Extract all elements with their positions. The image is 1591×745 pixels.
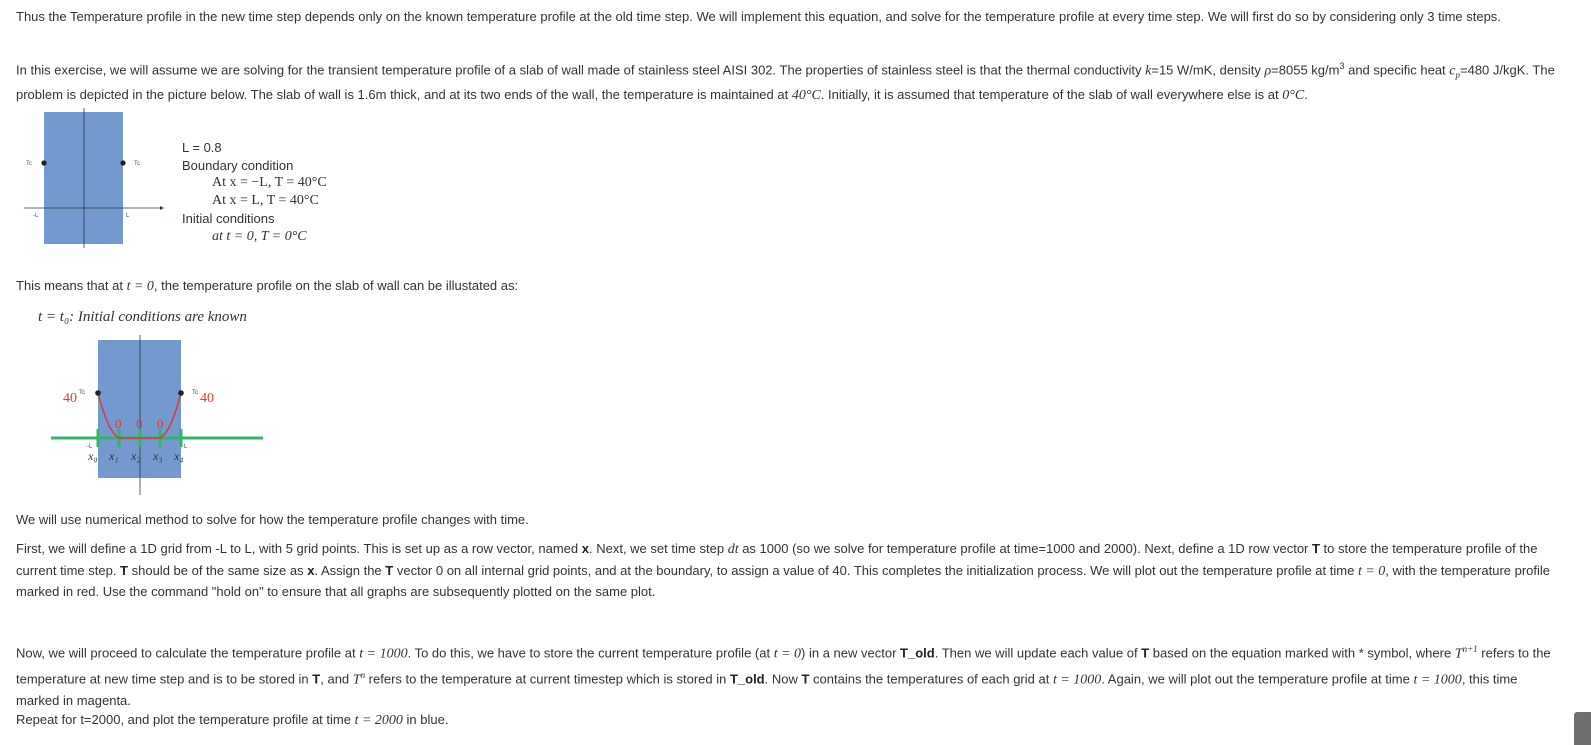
code-T-old: T_old [729, 671, 765, 687]
text-run: , with the temperature profile marked in red. Use the command "hold on" to ensure that all graphs are subsequently plotted on the same plot. [16, 562, 1551, 599]
paragraph-time-stepping [16, 639, 1564, 711]
text-run: refers to the temperature at current timestep which is stored in [365, 671, 730, 687]
tc-left-label: Tc [79, 390, 85, 396]
text-run: ) in a new vector [801, 645, 901, 661]
boundary-heading: Boundary condition [182, 157, 294, 173]
grid-label-x3: x₃ [153, 449, 163, 463]
code-T: T [1311, 541, 1320, 556]
math-t0: t = 0 [126, 279, 154, 294]
math-T: T [352, 672, 361, 688]
right-boundary-point [120, 160, 125, 165]
zero-label-1: 0 [115, 416, 122, 431]
pos-l-label: L [126, 213, 130, 219]
math-t2000: t = 2000 [354, 713, 403, 728]
text-run: . Now [764, 671, 802, 687]
text-run: , and [320, 671, 353, 687]
pos-l-label: L [184, 444, 188, 450]
tc-right-label: Tc [134, 161, 140, 167]
text-run: We will use numerical method to solve for how the temperature profile changes with time. [16, 512, 529, 527]
left-boundary-point [41, 160, 46, 165]
paragraph-repeat [16, 710, 1564, 732]
length-value: L = 0.8 [182, 140, 222, 155]
text-run: This means that at [16, 278, 127, 293]
grid-label-x1: x₁ [109, 449, 119, 463]
tc-left-label: Tc [26, 161, 32, 167]
math-k: k [1145, 63, 1152, 79]
text-run: contains the temperatures of each grid at [809, 671, 1053, 687]
paragraph-exercise [16, 56, 1564, 107]
math-dt: dt [727, 542, 739, 557]
text-run: , this time marked in magenta. [16, 671, 1518, 708]
paragraph-numerical-method [16, 510, 1564, 531]
code-T: T [312, 671, 321, 687]
text-run: , the temperature profile on the slab of wall can be illustated as: [153, 278, 519, 293]
math-superscript: n+1 [1462, 644, 1478, 654]
zero-label-2: 0 [136, 416, 143, 431]
grid-label-x0: x₀ [88, 449, 98, 463]
neg-l-label: -L [33, 213, 39, 219]
math-T: T [1454, 646, 1463, 662]
math-0c: 0°C [1282, 88, 1305, 104]
code-T: T [1141, 645, 1150, 661]
axis-arrow [160, 206, 164, 210]
zero-label-3: 0 [157, 416, 164, 431]
text-run: =8055 kg/m [1271, 62, 1340, 78]
text-run: should be of the same size as [128, 562, 308, 578]
figure-caption: t = t₀: Initial conditions are known [38, 309, 247, 325]
text-run: vector 0 on all internal grid points, and at the boundary, to assign a value of 40. This completes the initialization process. We will plot out the temperature profile at time [393, 562, 1358, 578]
right-boundary-point [178, 390, 184, 396]
math-rho: ρ [1264, 63, 1272, 79]
initial-condition: at t = 0, T = 0°C [212, 228, 307, 244]
neg-l-label: -L [87, 444, 93, 450]
code-x: x [581, 541, 589, 556]
text-run: to store the temperature profile of the current time step. [16, 541, 1538, 578]
left-boundary-point [95, 390, 101, 396]
text-run: and specific heat [1344, 62, 1450, 78]
math-superscript: n [360, 669, 366, 680]
math-40c: 40°C [791, 88, 821, 104]
paragraph-intro [16, 7, 1564, 28]
text-run: . Assign the [314, 562, 386, 578]
slab-diagram [20, 108, 170, 250]
code-T: T [120, 562, 128, 578]
math-cp: c [1449, 63, 1456, 79]
paragraph-intro-text: Thus the Temperature profile in the new time step depends only on the known temperature profile at the old time step. We will implement this equation, and solve for the temperature profile at every time step. We will first do so by considering only 3 time steps. [16, 9, 1501, 24]
grid-label-x4: x₄ [174, 449, 184, 463]
math-cp-subscript: p [1455, 69, 1460, 80]
text-run: . Next, we set time step [588, 541, 728, 556]
initial-profile-diagram [48, 335, 268, 497]
text-run: . To do this, we have to store the current temperature profile (at [407, 645, 774, 661]
text-run: =480 J/kgK. The problem is depicted in the picture below. The slab of wall is 1.6m thick, and at its two ends of the wall, the temperature is maintained at [16, 62, 1555, 103]
math-exponent: 3 [1339, 61, 1345, 71]
text-run: . Then we will update each value of [934, 645, 1142, 661]
math-t0: t = 0 [1357, 563, 1386, 579]
slab-rect [44, 112, 123, 244]
text-run: =15 W/mK, density [1151, 62, 1265, 78]
code-T-old: T_old [900, 645, 935, 661]
right-value-label: 40 [200, 391, 214, 406]
text-run: . [1304, 87, 1308, 103]
conditions-block [182, 139, 327, 245]
initial-heading: Initial conditions [182, 210, 275, 226]
math-t1000: t = 1000 [1413, 672, 1462, 688]
text-run: In this exercise, we will assume we are solving for the transient temperature profile of a slab of wall made of stainless steel AISI 302. The properties of stainless steel is that the thermal conductivity [16, 62, 1146, 78]
math-t1000: t = 1000 [359, 646, 408, 662]
grid-label-x2: x₂ [131, 449, 141, 463]
text-run: . Again, we will plot out the temperature profile at time [1101, 671, 1414, 687]
text-run: as 1000 (so we solve for temperature profile at time=1000 and 2000). Next, define a 1D row vector [738, 541, 1312, 556]
math-t0: t = 0 [773, 646, 802, 662]
text-run: Repeat for t=2000, and plot the temperature profile at time [16, 712, 355, 727]
text-run: . Initially, it is assumed that temperature of the slab of wall everywhere else is at [820, 87, 1283, 103]
text-run: Now, we will proceed to calculate the temperature profile at [16, 645, 360, 661]
text-run: based on the equation marked with * symbol, where [1149, 645, 1455, 661]
tc-right-label: Tc [192, 390, 198, 396]
math-t1000: t = 1000 [1052, 672, 1102, 688]
code-x: x [307, 562, 315, 578]
boundary-left: At x = −L, T = 40°C [212, 175, 327, 191]
text-run: refers to the temperature at new time step and is to be stored in [16, 645, 1551, 687]
scrollbar-thumb[interactable] [1574, 712, 1591, 745]
text-run: in blue. [402, 712, 449, 727]
code-T: T [385, 562, 394, 578]
text-run: First, we will define a 1D grid from -L to L, with 5 grid points. This is set up as a row vector, named [16, 541, 582, 556]
paragraph-grid-setup [16, 539, 1564, 603]
boundary-right: At x = L, T = 40°C [212, 193, 319, 209]
paragraph-illustration [16, 276, 1564, 298]
code-T: T [801, 671, 810, 687]
left-value-label: 40 [63, 391, 77, 406]
